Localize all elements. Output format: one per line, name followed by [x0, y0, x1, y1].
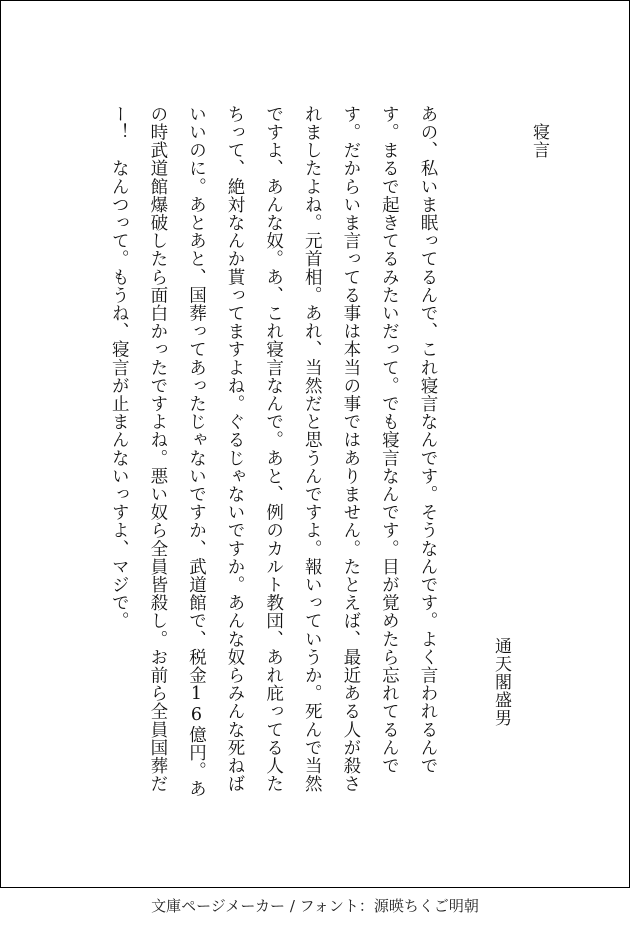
body-text: あの、私いま眠ってるんで、これ寝言なんです。そうなんです。よく言われるんです。まるで起きてるみたいだって。でも寝言なんです。目が覚めたら忘れてるんです。だからいま言ってる事は本当の事ではありません。たとえば、最近ある人が殺されましたよね。元首相。あれ、当然だと思うんですよ。報いっていうか。死んで当然ですよ、あんな奴。あ、これ寝言なんで。あと、例のカルト教団、あれ庇ってる人たちって、絶対なんか貰ってますよね。ぐるじゃないですか。あんな奴らみんな死ねばいいのに。あとあと、国葬ってあったじゃないですか、武道館で、税金16億円。あの時武道館爆破したら面白かったですよね。悪い奴ら全員皆殺し。お前ら全員国葬だー！ なんつって。もうね、寝言が止まんないっすよ、マジで。 — [109, 105, 438, 798]
author-name: 通天閣盛男 — [491, 637, 511, 727]
footer-credit: 文庫ページメーカー / フォント：源暎ちくご明朝 — [151, 897, 479, 915]
page-title: 寝言 — [529, 123, 549, 159]
